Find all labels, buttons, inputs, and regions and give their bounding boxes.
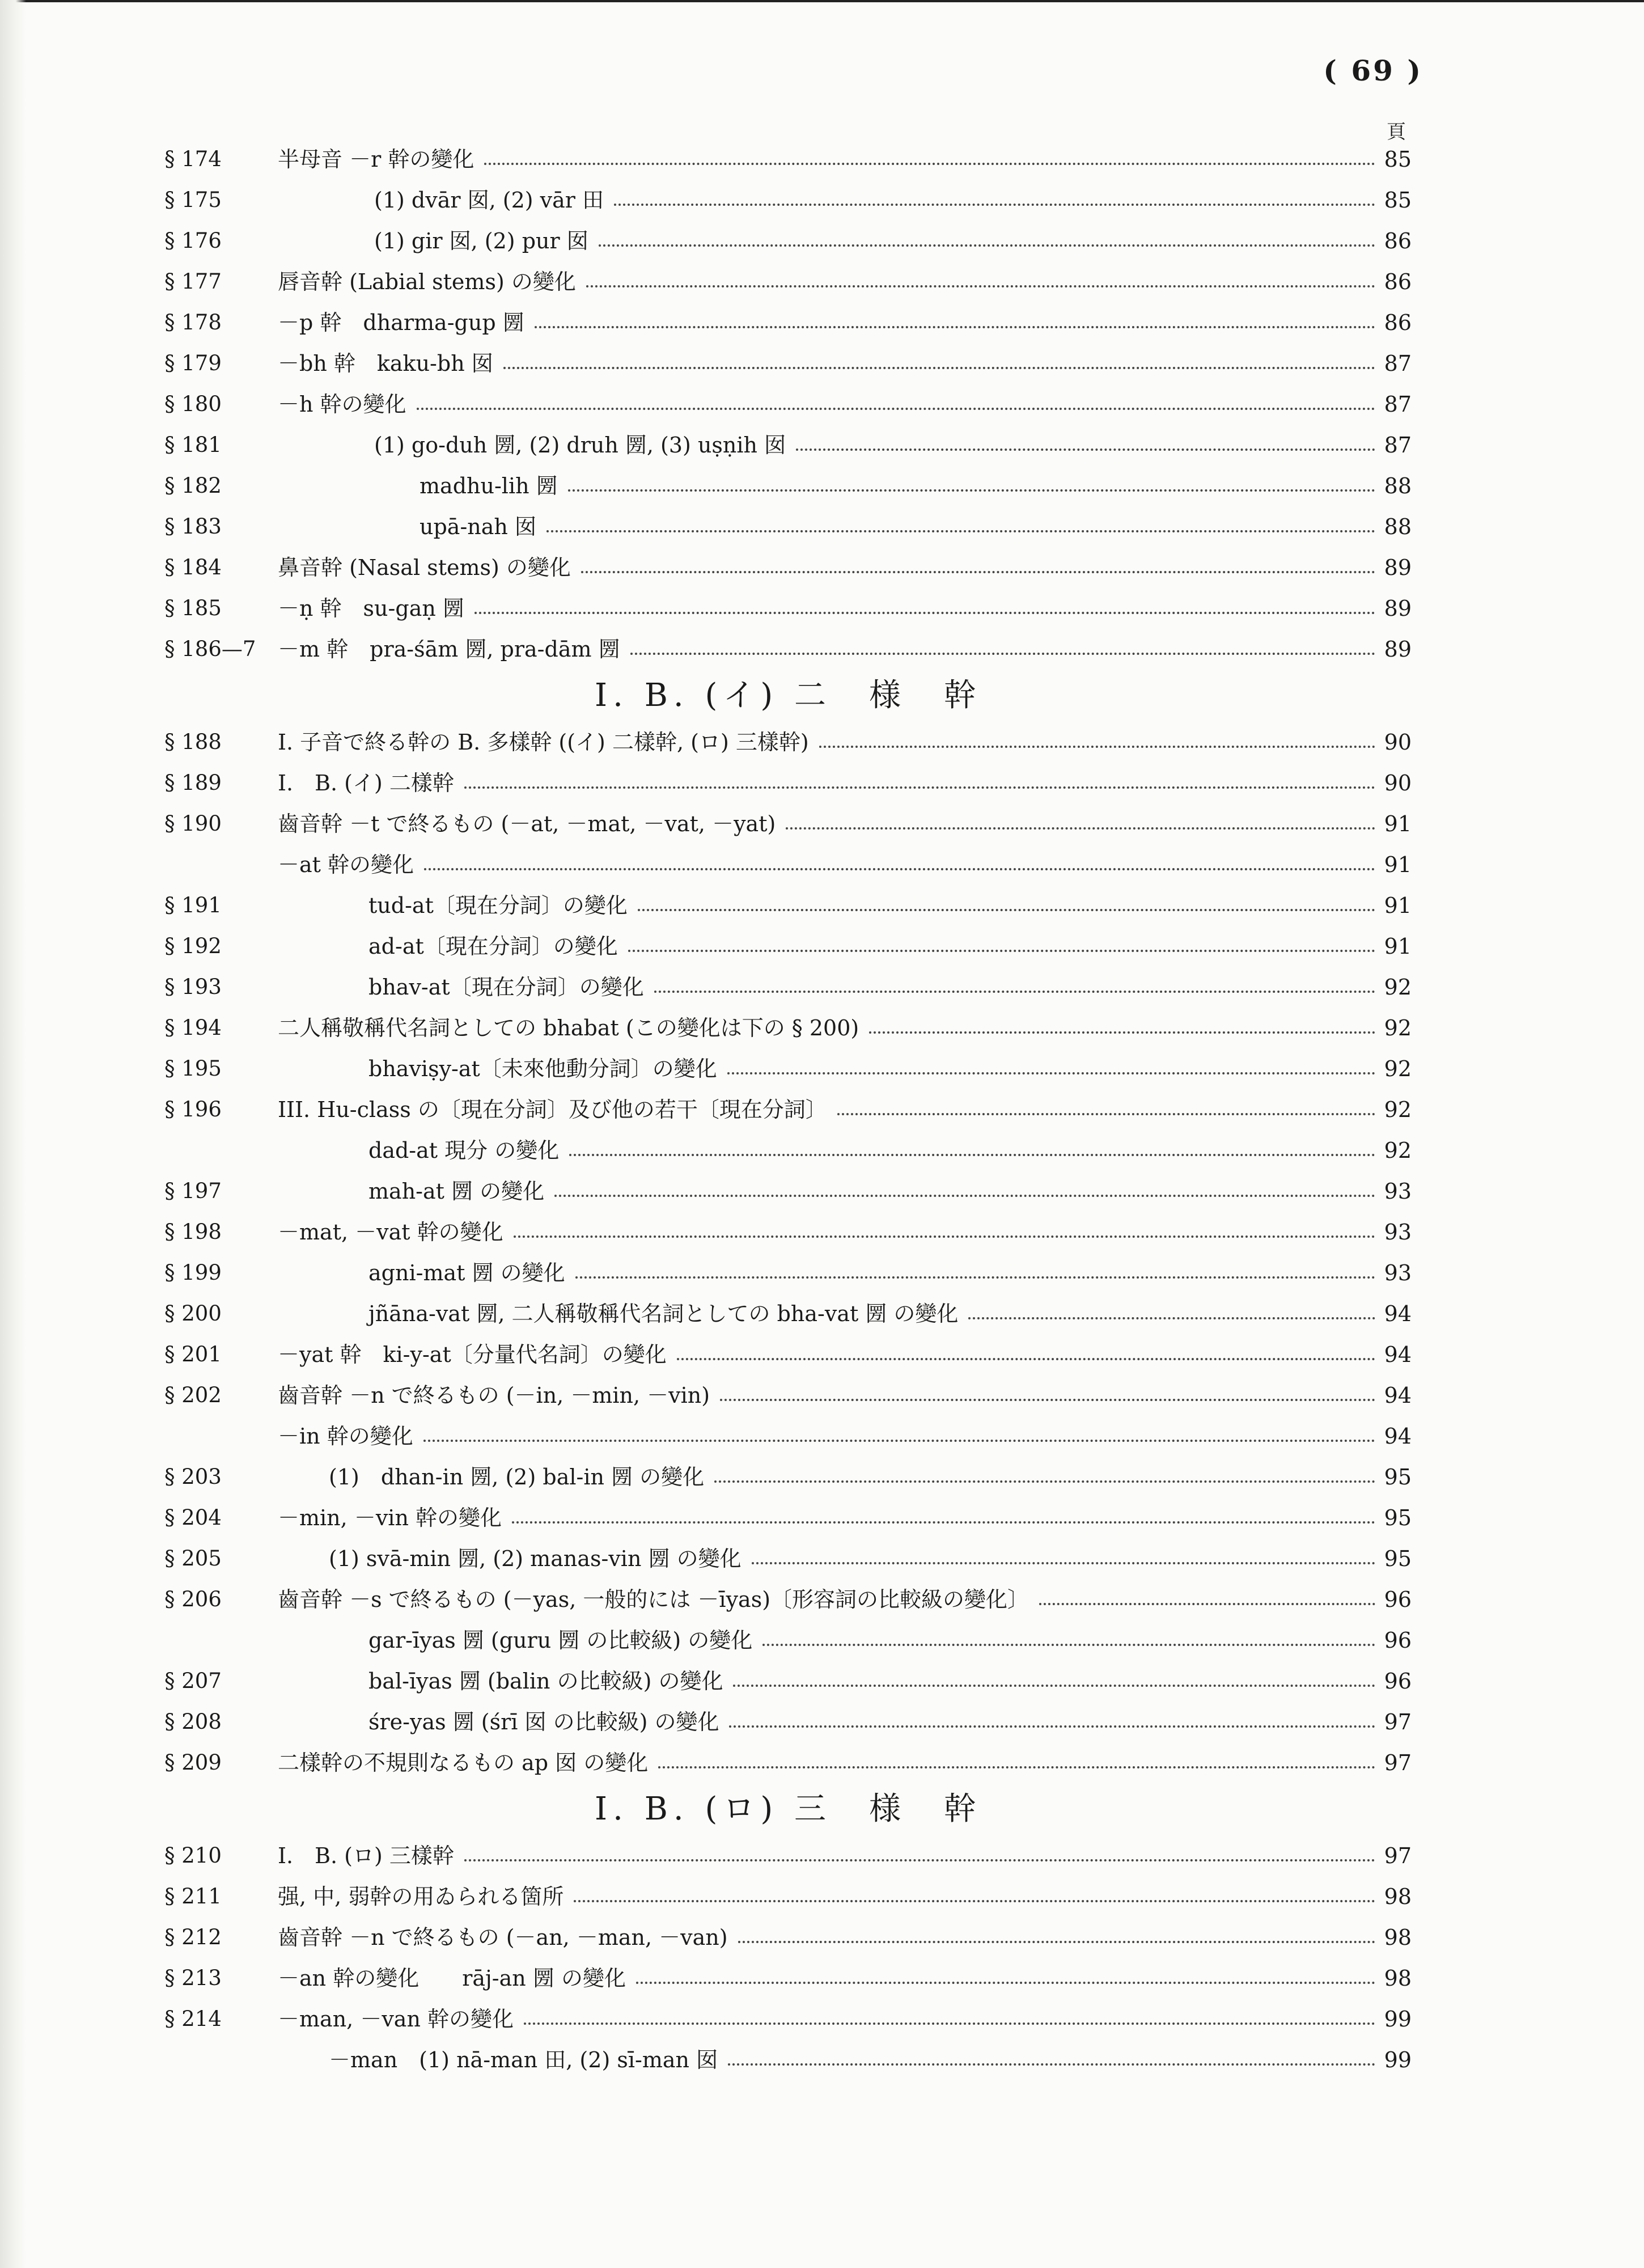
entry-title: 鼻音幹 (Nasal stems) の變化 <box>278 555 571 580</box>
toc-entry <box>164 1130 1412 1171</box>
entry-body <box>278 221 1383 261</box>
page-ref: 87 <box>1384 392 1412 417</box>
section-number: § 209 <box>164 1750 222 1775</box>
page-ref: 91 <box>1384 934 1412 959</box>
entry-body <box>278 139 1383 180</box>
toc-entry <box>164 763 1412 803</box>
entry-title: (1) svā-min 圐, (2) manas-vin 圐 の變化 <box>329 1546 742 1571</box>
page-ref: 92 <box>1384 1056 1412 1081</box>
page-ref: 90 <box>1384 730 1412 755</box>
dot-leader <box>512 1497 1375 1524</box>
page-ref: 93 <box>1384 1179 1412 1204</box>
dot-leader <box>464 763 1375 789</box>
dot-leader <box>464 1835 1375 1861</box>
table-of-contents <box>164 139 1412 2080</box>
entry-title: －bh 幹 kaku-bh 囡 <box>278 351 493 376</box>
toc-entry <box>164 1457 1412 1497</box>
entry-body <box>278 302 1383 343</box>
dot-leader <box>738 1917 1375 1943</box>
toc-entry <box>164 425 1412 466</box>
dot-leader <box>752 1538 1375 1564</box>
dot-leader <box>503 343 1375 369</box>
entry-title: 二人稱敬稱代名詞としての bhabat (この變化は下の § 200) <box>278 1015 859 1040</box>
dot-leader <box>654 967 1375 993</box>
toc-entry <box>164 1835 1412 1876</box>
section-number: § 180 <box>164 392 222 416</box>
entry-body <box>278 1497 1383 1538</box>
entry-title: dad-at 現分 の變化 <box>368 1138 560 1163</box>
entry-title: gar-īyas 圐 (guru 圐 の比較級) の變化 <box>368 1628 753 1653</box>
toc-entry <box>164 1497 1412 1538</box>
section-number: § 198 <box>164 1220 222 1244</box>
section-number: § 189 <box>164 771 222 795</box>
entry-body <box>278 1917 1383 1958</box>
section-header-three-form-stems: I. B. (ロ) 三 様 幹 <box>595 1791 981 1827</box>
section-number: § 176 <box>164 229 222 253</box>
page-ref: 86 <box>1384 229 1412 253</box>
dot-leader <box>728 2039 1375 2066</box>
toc-entry <box>164 506 1412 547</box>
page-ref: 94 <box>1384 1383 1412 1408</box>
page-ref: 89 <box>1384 637 1412 662</box>
entry-body <box>278 1999 1383 2039</box>
toc-entry <box>164 588 1412 629</box>
section-number: § 197 <box>164 1179 222 1203</box>
entry-body <box>278 1048 1383 1089</box>
dot-leader <box>837 1089 1375 1115</box>
page-ref: 85 <box>1384 147 1412 172</box>
section-number: § 179 <box>164 351 222 375</box>
section-number: § 181 <box>164 433 222 457</box>
page-number: ( 69 ) <box>1323 54 1423 87</box>
toc-entry <box>164 1742 1412 1783</box>
entry-title: －an 幹の變化 rāj-an 圐 の變化 <box>278 1966 626 1991</box>
toc-entry <box>164 139 1412 180</box>
entry-body <box>278 1835 1383 1876</box>
dot-leader <box>714 1457 1375 1483</box>
entry-body <box>278 1702 1383 1742</box>
dot-leader <box>677 1334 1375 1360</box>
toc-entry <box>164 180 1412 221</box>
toc-entry <box>164 547 1412 588</box>
page-ref: 92 <box>1384 1015 1412 1040</box>
dot-leader <box>796 425 1375 451</box>
entry-title: －ṇ 幹 su-gaṇ 圐 <box>278 596 464 621</box>
entry-body <box>278 343 1383 384</box>
entry-body <box>278 180 1383 221</box>
page-ref: 97 <box>1384 1843 1412 1868</box>
entry-body <box>278 926 1383 967</box>
entry-body <box>278 261 1383 302</box>
dot-leader <box>554 1171 1375 1197</box>
page-ref: 88 <box>1384 514 1412 539</box>
section-number: § 199 <box>164 1260 222 1285</box>
page-ref: 93 <box>1384 1220 1412 1245</box>
dot-leader <box>569 1130 1375 1156</box>
section-number: § 210 <box>164 1843 222 1868</box>
page-ref: 94 <box>1384 1342 1412 1367</box>
entry-title: madhu-lih 圐 <box>420 473 558 498</box>
section-number: § 200 <box>164 1301 222 1326</box>
page-ref: 91 <box>1384 852 1412 877</box>
top-border-line <box>0 0 1644 2</box>
page-ref: 96 <box>1384 1587 1412 1612</box>
page-ref: 97 <box>1384 1750 1412 1775</box>
toc-entry <box>164 1375 1412 1416</box>
entry-title: －man (1) nā-man 田, (2) sī-man 囡 <box>329 2047 718 2072</box>
page-ref: 92 <box>1384 1097 1412 1122</box>
entry-body <box>278 763 1383 803</box>
toc-entry <box>164 1702 1412 1742</box>
dot-leader <box>762 1620 1375 1646</box>
section-number: § 194 <box>164 1015 222 1040</box>
page-ref: 88 <box>1384 473 1412 498</box>
dot-leader <box>546 506 1375 532</box>
entry-title: －p 幹 dharma-gup 圐 <box>278 310 524 335</box>
entry-title: (1) dvār 囡, (2) vār 田 <box>374 188 604 213</box>
toc-entry <box>164 1876 1412 1917</box>
dot-leader <box>819 722 1375 748</box>
dot-leader <box>628 926 1375 952</box>
section-number: § 211 <box>164 1884 222 1909</box>
toc-entry <box>164 466 1412 506</box>
section-number: § 212 <box>164 1925 222 1949</box>
section-number: § 178 <box>164 310 222 335</box>
page-ref: 86 <box>1384 310 1412 335</box>
entry-body <box>278 1008 1383 1048</box>
toc-entry <box>164 1253 1412 1293</box>
entry-body <box>278 506 1383 547</box>
section-number: § 183 <box>164 514 222 539</box>
entry-title: －man, －van 幹の變化 <box>278 2007 514 2032</box>
dot-leader <box>417 384 1375 410</box>
dot-leader <box>968 1293 1375 1319</box>
entry-body <box>278 1876 1383 1917</box>
entry-body <box>278 1579 1383 1620</box>
entry-body <box>278 1457 1383 1497</box>
entry-body <box>278 1334 1383 1375</box>
entry-title: 齒音幹 －t で終るもの (－at, －mat, －vat, －yat) <box>278 811 776 836</box>
dot-leader <box>1039 1579 1375 1605</box>
page-ref: 95 <box>1384 1546 1412 1571</box>
entry-title: 半母音 －r 幹の變化 <box>278 147 474 172</box>
entry-title: bhaviṣy-at〔未來他動分詞〕の變化 <box>368 1056 717 1081</box>
entry-title: (1) dhan-in 圐, (2) bal-in 圐 の變化 <box>329 1465 705 1490</box>
dot-leader <box>524 1999 1375 2025</box>
entry-title: 齒音幹 －n で終るもの (－an, －man, －van) <box>278 1925 728 1950</box>
section-number: § 177 <box>164 269 222 294</box>
section-number: § 208 <box>164 1710 222 1734</box>
toc-group-1 <box>164 139 1412 670</box>
page-ref: 92 <box>1384 1138 1412 1163</box>
page-ref: 94 <box>1384 1424 1412 1449</box>
section-number: § 206 <box>164 1587 222 1611</box>
toc-entry <box>164 1293 1412 1334</box>
entry-body <box>278 1958 1383 1999</box>
entry-body <box>278 1171 1383 1212</box>
entry-title: I. 子音で終る幹の B. 多樣幹 ((イ) 二樣幹, (ロ) 三樣幹) <box>278 730 809 755</box>
entry-body <box>278 629 1383 670</box>
entry-body <box>278 1538 1383 1579</box>
toc-entry <box>164 1416 1412 1457</box>
entry-body <box>278 1253 1383 1293</box>
dot-leader <box>614 180 1375 206</box>
page-edge-shadow <box>0 0 26 2268</box>
entry-title: mah-at 圐 の變化 <box>368 1179 545 1204</box>
entry-title: agni-mat 圐 の變化 <box>368 1260 565 1285</box>
entry-body <box>278 1620 1383 1661</box>
section-number: § 202 <box>164 1383 222 1407</box>
entry-body <box>278 2039 1383 2080</box>
page-ref: 96 <box>1384 1669 1412 1694</box>
section-header-two-form-stems: I. B. (イ) 二 様 幹 <box>595 677 981 714</box>
section-number: § 184 <box>164 555 222 579</box>
dot-leader <box>658 1742 1375 1768</box>
entry-title: I. B. (イ) 二樣幹 <box>278 771 454 796</box>
entry-title: śre-yas 圐 (śrī 囡 の比較級) の變化 <box>368 1710 719 1734</box>
entry-title: bal-īyas 圐 (balin の比較級) の變化 <box>368 1669 723 1694</box>
toc-entry <box>164 1008 1412 1048</box>
toc-entry <box>164 1212 1412 1253</box>
section-number: § 205 <box>164 1546 222 1571</box>
toc-entry <box>164 221 1412 261</box>
toc-group-2 <box>164 722 1412 1783</box>
entry-body <box>278 1130 1383 1171</box>
toc-entry <box>164 926 1412 967</box>
toc-entry <box>164 1999 1412 2039</box>
toc-entry <box>164 384 1412 425</box>
dot-leader <box>586 261 1375 287</box>
page-ref: 91 <box>1384 811 1412 836</box>
entry-body <box>278 967 1383 1008</box>
toc-entry <box>164 803 1412 844</box>
entry-title: －in 幹の變化 <box>278 1424 413 1449</box>
section-number: § 204 <box>164 1505 222 1530</box>
toc-entry <box>164 1661 1412 1702</box>
section-number: § 185 <box>164 596 222 620</box>
page-ref: 89 <box>1384 596 1412 621</box>
dot-leader <box>568 466 1375 492</box>
page-ref: 91 <box>1384 893 1412 918</box>
dot-leader <box>786 803 1375 830</box>
page-ref: 98 <box>1384 1966 1412 1991</box>
entry-body <box>278 885 1383 926</box>
dot-leader <box>720 1375 1375 1401</box>
entry-body <box>278 1212 1383 1253</box>
page-ref: 95 <box>1384 1505 1412 1530</box>
entry-body <box>278 384 1383 425</box>
entry-body <box>278 1742 1383 1783</box>
toc-entry <box>164 885 1412 926</box>
entry-title: ad-at〔現在分詞〕の變化 <box>368 934 618 959</box>
dot-leader <box>869 1008 1375 1034</box>
entry-title: －h 幹の變化 <box>278 392 406 417</box>
page-ref: 89 <box>1384 555 1412 580</box>
entry-title: I. B. (ロ) 三樣幹 <box>278 1843 454 1868</box>
entry-title: 强, 中, 弱幹の用ゐられる箇所 <box>278 1884 564 1909</box>
toc-entry <box>164 1620 1412 1661</box>
page-ref: 97 <box>1384 1710 1412 1734</box>
dot-leader <box>424 844 1375 870</box>
toc-entry <box>164 967 1412 1008</box>
toc-entry <box>164 261 1412 302</box>
section-number: § 188 <box>164 730 222 754</box>
dot-leader <box>638 885 1375 911</box>
toc-entry <box>164 1958 1412 1999</box>
toc-entry <box>164 343 1412 384</box>
toc-entry <box>164 1538 1412 1579</box>
entry-title: III. Hu-class の〔現在分詞〕及び他の若干〔現在分詞〕 <box>278 1097 827 1122</box>
dot-leader <box>575 1253 1375 1279</box>
entry-body <box>278 1416 1383 1457</box>
page-ref: 85 <box>1384 188 1412 213</box>
entry-title: bhav-at〔現在分詞〕の變化 <box>368 975 644 1000</box>
page-ref: 98 <box>1384 1884 1412 1909</box>
entry-title: －at 幹の變化 <box>278 852 414 877</box>
page-column-label: 頁 <box>1387 121 1406 143</box>
page-ref: 96 <box>1384 1628 1412 1653</box>
section-number: § 192 <box>164 934 222 958</box>
page-ref: 87 <box>1384 351 1412 376</box>
section-number: § 190 <box>164 811 222 836</box>
entry-body <box>278 1089 1383 1130</box>
dot-leader <box>423 1416 1375 1442</box>
page-ref: 92 <box>1384 975 1412 1000</box>
dot-leader <box>574 1876 1375 1902</box>
entry-title: jñāna-vat 圐, 二人稱敬稱代名詞としての bha-vat 圐 の變化 <box>368 1301 959 1326</box>
page-ref: 86 <box>1384 269 1412 294</box>
dot-leader <box>581 547 1375 573</box>
page-ref: 95 <box>1384 1465 1412 1490</box>
toc-entry <box>164 629 1412 670</box>
entry-title: (1) go-duh 圐, (2) druh 圐, (3) uṣṇih 囡 <box>374 433 786 458</box>
section-number: § 193 <box>164 975 222 999</box>
section-number: § 196 <box>164 1097 222 1122</box>
toc-entry <box>164 1917 1412 1958</box>
dot-leader <box>729 1702 1375 1728</box>
toc-entry <box>164 1048 1412 1089</box>
dot-leader <box>514 1212 1375 1238</box>
section-number: § 174 <box>164 147 222 171</box>
entry-title: tud-at〔現在分詞〕の變化 <box>368 893 628 918</box>
dot-leader <box>484 139 1375 165</box>
entry-body <box>278 844 1383 885</box>
entry-title: 齒音幹 －s で終るもの (－yas, 一般的には －īyas)〔形容詞の比較級の變化〕 <box>278 1587 1029 1612</box>
entry-body <box>278 1661 1383 1702</box>
section-number: § 175 <box>164 188 222 212</box>
toc-entry <box>164 1579 1412 1620</box>
entry-title: －min, －vin 幹の變化 <box>278 1505 502 1530</box>
entry-title: －yat 幹 ki-y-at〔分量代名詞〕の變化 <box>278 1342 667 1367</box>
dot-leader <box>474 588 1375 614</box>
section-number: § 207 <box>164 1669 222 1693</box>
entry-title: (1) gir 囡, (2) pur 囡 <box>374 229 588 253</box>
toc-group-3 <box>164 1835 1412 2080</box>
entry-title: －m 幹 pra-śām 圐, pra-dām 圐 <box>278 637 620 662</box>
page-ref: 98 <box>1384 1925 1412 1950</box>
entry-title: upā-nah 囡 <box>420 514 536 539</box>
entry-title: 二樣幹の不規則なるもの ap 囡 の變化 <box>278 1750 649 1775</box>
toc-entry <box>164 844 1412 885</box>
entry-title: 唇音幹 (Labial stems) の變化 <box>278 269 576 294</box>
section-number: § 195 <box>164 1056 222 1081</box>
dot-leader <box>599 221 1375 247</box>
toc-entry <box>164 1171 1412 1212</box>
toc-entry <box>164 1334 1412 1375</box>
section-number: § 214 <box>164 2007 222 2031</box>
toc-entry <box>164 2039 1412 2080</box>
section-number: § 182 <box>164 473 222 498</box>
section-number: § 191 <box>164 893 222 917</box>
entry-body <box>278 547 1383 588</box>
page-ref: 90 <box>1384 771 1412 796</box>
entry-body <box>278 425 1383 466</box>
dot-leader <box>630 629 1375 655</box>
section-number: § 203 <box>164 1465 222 1489</box>
entry-body <box>278 1293 1383 1334</box>
page-ref: 99 <box>1384 2047 1412 2072</box>
entry-body <box>278 588 1383 629</box>
entry-body <box>278 1375 1383 1416</box>
page-ref: 99 <box>1384 2007 1412 2032</box>
page-ref: 94 <box>1384 1301 1412 1326</box>
toc-entry <box>164 302 1412 343</box>
section-number: § 186—7 <box>164 637 256 661</box>
dot-leader <box>535 302 1375 328</box>
entry-body <box>278 722 1383 763</box>
section-number: § 201 <box>164 1342 222 1366</box>
toc-entry <box>164 722 1412 763</box>
dot-leader <box>727 1048 1375 1074</box>
entry-body <box>278 803 1383 844</box>
section-number: § 213 <box>164 1966 222 1990</box>
entry-title: －mat, －vat 幹の變化 <box>278 1220 503 1245</box>
page-ref: 93 <box>1384 1260 1412 1285</box>
entry-title: 齒音幹 －n で終るもの (－in, －min, －vin) <box>278 1383 710 1408</box>
page-ref: 87 <box>1384 433 1412 458</box>
dot-leader <box>733 1661 1375 1687</box>
dot-leader <box>636 1958 1375 1984</box>
toc-entry <box>164 1089 1412 1130</box>
entry-body <box>278 466 1383 506</box>
